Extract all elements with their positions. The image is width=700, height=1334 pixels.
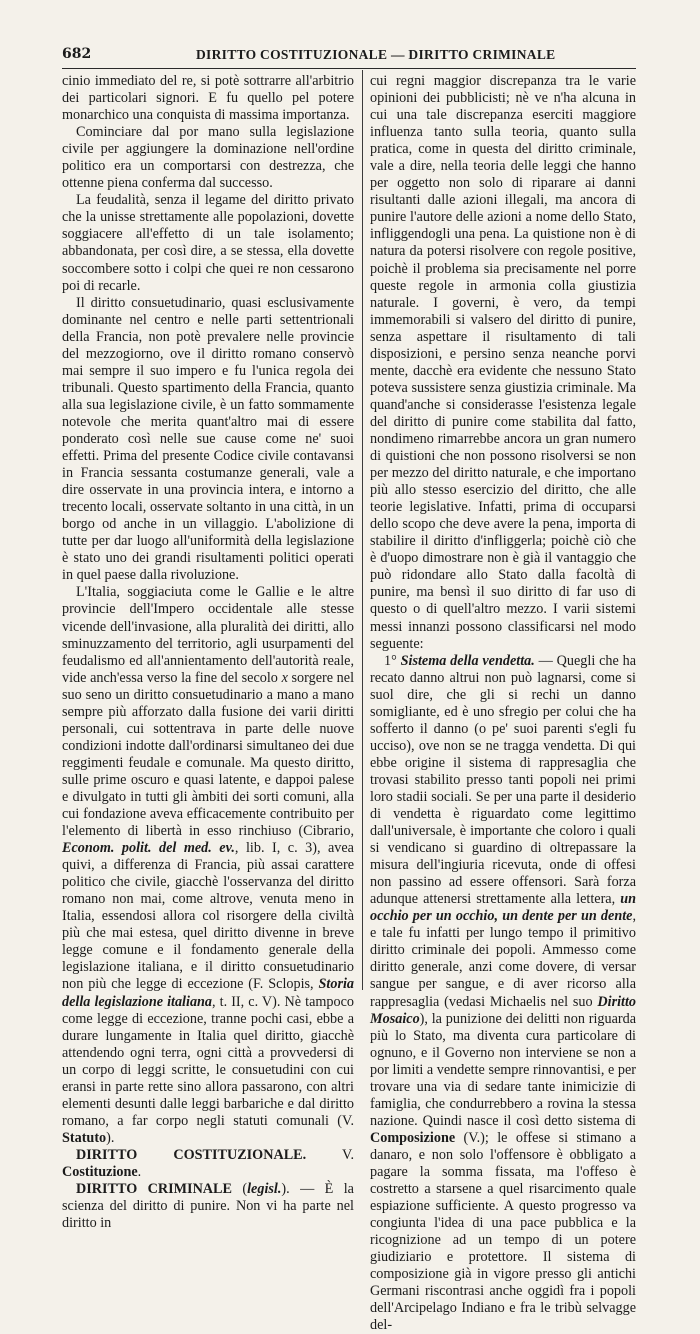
paragraph: cinio immediato del re, si potè sottrarre all'arbitrio dei particolari signori. E fu quello pel potere monarchico una conquista di massima importanza. bbox=[62, 73, 354, 124]
paragraph bbox=[370, 653, 636, 1334]
list-number: 1° bbox=[384, 652, 397, 669]
citation-link[interactable]: Econom. polit. del med. ev. bbox=[62, 840, 235, 857]
header-rule bbox=[62, 68, 636, 69]
entry-title: DIRITTO CRIMINALE bbox=[76, 1181, 232, 1198]
text-span: . bbox=[137, 1164, 142, 1180]
quote-text: un occhio per un occhio, un dente per un dente bbox=[370, 891, 636, 925]
text-span: L'Italia, soggiaciuta come le Gallie e le altre provincie dell'Impero occidentale alle stesse vicende dell'invasione, alla pluralità dei diritti, allo sminuzzamento del territorio, agli usurpamenti del feudalismo ed all'annientamento dell'autorità reale, vide anch'essa verso la fine del secolo bbox=[62, 584, 354, 686]
text-span: — È la scienza del diritto di punire. Non vi ha parte nel diritto in bbox=[62, 1181, 354, 1232]
text-span: (V.); le offese si stimano a danaro, e non solo l'offensore è obbligato a pagare la somma fissata, ma l'offeso è costretto a starsene a quel risarcimento quale espiazione sufficiente. A questo progresso va congiunta l'idea di una pace pubblica e la ricognizione ad un tempo di un potere giudiziario e protettore. Il sistema di composizione già in vigore presso gli antichi Germani riscontrasi anche oggidì fra i popoli dell'Arcipelago Indiano e fra le tribù selvagge del- bbox=[370, 1129, 637, 1334]
paragraph: cui regni maggior discrepanza tra le varie opinioni dei pubblicisti; nè ve n'ha alcuna in cui una tale discrepanza eserciti maggiore influenza tanto sulla teoria, quanto sulla pratica, come in questa del diritto criminale, vale a dire, nella teoria delle leggi che hanno per oggetto non solo di riparare ai danni risultanti dalle azioni illegali, ma ancora di punire l'autore delle azioni a nome dello Stato, infliggendogli una pena. La quistione non è di natura da potersi risolvere con regole positive, poichè il problema sia precisamente nel porre queste regole in armonia colla giustizia naturale. I governi, è vero, da tempi immemorabili si valsero del diritto di punire, senza aspettare il risultamento di tali disposizioni, e persino senza neanche porvi mente, dacchè era evidente che nessuno Stato poteva sussistere senza giustizia criminale. Ma quand'anche si considerasse l'esistenza legale del diritto di punire come stabilita dal fatto, nondimeno rimarrebbe ancora un gran numero di quistioni che non possono risolversi se non per mezzo del diritto naturale, e che importano più allo stesso esercizio del diritto, che alle teorie legislative. Infatti, prima di occuparsi dello scopo che deve avere la pena, importa di stabilire il diritto d'infliggerla; poichè ciò che è d'uopo dimostrare non è già il vantaggio che può ridondare allo Stato dalla facoltà di punire, ma bensì il suo diritto di far uso di questo o di quell'altro mezzo. I varii sistemi messi innanzi possono classificarsi nel modo seguente: bbox=[370, 73, 636, 652]
cross-reference-link[interactable]: Costituzione bbox=[62, 1164, 138, 1180]
entry-title: DIRITTO COSTITUZIONALE. bbox=[76, 1146, 307, 1163]
century-numeral: x bbox=[281, 669, 288, 686]
text-span: ), la punizione dei delitti non riguarda più lo Stato, ma diventa cura particolare di ognuno, e il Governo non interviene se non a por limiti a vendette sempre rinnovantisi, e per trovare una via di sedare tante inimicizie di famiglia, che condurrebbero a rovina la stessa nazione. Quindi nasce il così detto sistema di bbox=[370, 1010, 636, 1129]
text-span: sorgere nel suo seno un diritto consuetudinario a mano a mano sempre più afforzato dalla fusione dei varii diritti personali, cui sottentrava in parte delle nuove condizioni indotte dall'ordinarsi simultaneo dei due reggimenti feudale e comunale. Ma questo diritto, sulle prime oscuro e quasi latente, e dappoi palese e divulgato in tutti gli àmbiti dei sorti comuni, alla cui fondazione aveva efficacemente contribuito per l'elemento di libertà in esso rinchiuso (Cibrario, bbox=[62, 669, 355, 840]
entry-paragraph: DIRITTO CRIMINALE (legisl.). — È la scienza del diritto di punire. Non vi ha parte nel diritto in bbox=[62, 1181, 354, 1232]
citation-link[interactable]: Storia della legislazione italiana bbox=[62, 976, 355, 1010]
running-title: DIRITTO COSTITUZIONALE — DIRITTO CRIMINALE bbox=[196, 47, 556, 62]
page-header bbox=[62, 46, 636, 66]
text-span: V. bbox=[342, 1146, 354, 1163]
paragraph: Cominciare dal por mano sulla legislazione civile per aggiungere la dominazione nell'ordine politico era un comportarsi con destrezza, che ottenne piena conferma dal successo. bbox=[62, 124, 354, 192]
paragraph: Il diritto consuetudinario, quasi esclusivamente dominante nel centro e nelle parti settentrionali della Francia, non potè prevalere nelle provincie del mezzogiorno, ove il diritto romano conservò mai sempre il suo impero e fu l'unica regola dei tribunali. Questo spartimento della Francia, quanto alla sua legislazione civile, è un fatto sommamente notevole che merita quant'altro mai di essere ponderato così nelle sue cause come ne' suoi effetti. Prima del presente Codice civile contavansi in Francia sessanta costumanze generali, vale a dire osservate in una provincia intera, e intorno a trecento locali, osservate soltanto in una città, in un borgo od anche in un villaggio. L'abolizione di tutte per dar luogo all'uniformità della legislazione è stato uno dei grandi risultamenti politici operati in quel paese dalla rivoluzione. bbox=[62, 294, 354, 584]
cross-reference-link[interactable]: Statuto bbox=[62, 1129, 107, 1146]
right-column bbox=[370, 73, 636, 1334]
text-span: , lib. I, c. 3), avea quivi, a differenza di Francia, più assai carattere politico che civile, giacchè l'osservanza del diritto romano non mai, come altrove, venuta meno in Italia, essendosi allora col risorgere della civiltà più che mai estesa, quel diritto divenne in breve legge comune e il fondamento generale della legislazione italiana, e il diritto consuetudinario non più che legge di eccezione (F. Sclopis, bbox=[62, 840, 354, 993]
entry-heading bbox=[62, 1147, 354, 1181]
text-span: , e tale fu infatti per lungo tempo il primitivo diritto criminale dei popoli. Ammesso come diritto generale, anzi come dovere, di versar sangue per sangue, e di aver ricorso alla rappresaglia (vedasi Michaelis nel suo bbox=[370, 908, 636, 1010]
cross-reference-link[interactable]: Composizione bbox=[370, 1129, 456, 1146]
text-span: ). bbox=[106, 1129, 115, 1146]
text-span: , t. II, c. V). Nè tampoco come legge di eccezione, tranne pochi casi, ebbe a durare lungamente in Italia quel diritto, giacchè attendendo ogni terra, ogni città a provvedersi di un corpo di leggi scritte, le consuetudini con cui eransi in parte rette sino allora passarono, con altri elementi desunti dalle leggi barbariche e dal diritto romano, a far corpo negli statuti comunali (V. bbox=[62, 993, 354, 1129]
column-divider bbox=[362, 70, 363, 990]
text-span: — Quegli che ha recato danno altrui non può lagnarsi, come si suol dire, che gli si rechi un danno somigliante, ed è uno sfregio per colui che ha sofferto il danno (o pe' suoi parenti s'egli fu ucciso), ove non se ne tragga vendetta. Di qui ebbe origine il sistema di rappresaglia che trovasi stabilito presso tanti popoli nei primi loro stadii sociali. Se per una parte il desiderio di vendetta è riguardato come legittimo dall'universale, è importante che coloro i quali si vendicano si guardino di oltrepassare la misura dell'ingiuria ricevuta, onde di offesi non passino ad essere offensori. Sarà forza adunque attenersi strettamente alla lettera, bbox=[370, 652, 637, 908]
entry-qualifier: legisl. bbox=[247, 1181, 282, 1198]
citation-link[interactable]: Diritto Mosaico bbox=[370, 993, 637, 1027]
page-number: 682 bbox=[62, 46, 92, 62]
left-column bbox=[62, 73, 354, 1232]
paragraph bbox=[62, 584, 354, 1147]
paragraph: La feudalità, senza il legame del diritto privato che la unisse strettamente alle popolazioni, dovette soggiacere all'effetto di un tale isolamento; abbandonata, per così dire, a se stessa, ella dovette soccombere sotto i colpi che quei re non cessarono poi di recarle. bbox=[62, 192, 354, 294]
section-title: Sistema della vendetta. bbox=[400, 652, 535, 669]
